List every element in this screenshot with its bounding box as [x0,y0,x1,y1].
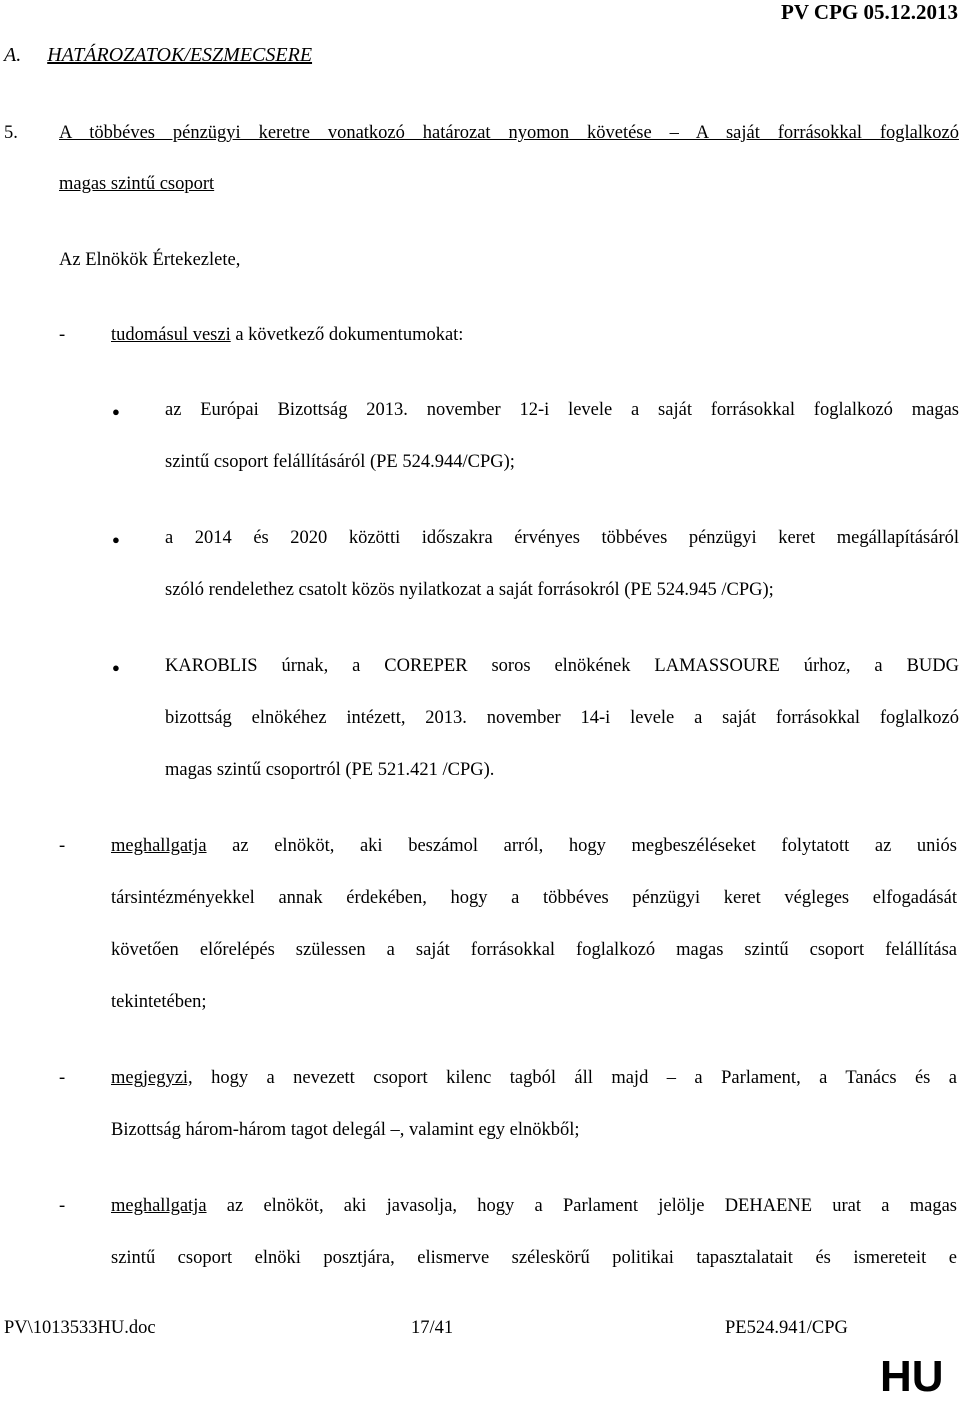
point-2-dash: - [59,1068,66,1088]
document-reference: PV CPG 05.12.2013 [781,0,958,24]
point-1-line-1-rest: az elnököt, aki beszámol arról, hogy megbeszéléseket folytatott az uniós [206,836,957,856]
point-2-line-1-rest: hogy a nevezett csoport kilenc tagból áll majd – a Parlament, a Tanács és a [192,1068,957,1088]
point-3-dash: - [59,1196,66,1216]
bullet-icon: ● [112,532,120,547]
point-1-line-3: követően előrelépés szülessen a saját forrásokkal foglalkozó magas szintű csoport felállítása [111,940,957,960]
point-1-line-4: tekintetében; [111,992,207,1012]
point-1-dash: - [59,836,66,856]
bullet-1-line-2: szintű csoport felállításáról (PE 524.944/CPG); [165,452,515,472]
footer-page-number: 17/41 [411,1318,454,1338]
first-point-verb: tudomásul veszi [111,325,231,345]
point-3-verb: meghallgatja [111,1196,207,1216]
bullet-icon: ● [112,404,120,419]
point-1-verb: meghallgatja [111,836,207,856]
language-code: HU [880,1352,944,1401]
footer-filename: PV\1013533HU.doc [4,1318,156,1338]
section-title: HATÁROZATOK/ESZMECSERE [47,44,313,66]
item-title-line-1: A többéves pénzügyi keretre vonatkozó határozat nyomon követése – A saját forrásokkal foglalkozó [59,123,959,143]
point-2-line-1 [111,1068,957,1089]
point-2-line-2: Bizottság három-három tagot delegál –, valamint egy elnökből; [111,1120,580,1140]
intro-text: Az Elnökök Értekezlete, [59,250,241,270]
first-point-dash: - [59,325,66,345]
item-title-line-2: magas szintű csoport [59,174,215,194]
section-heading [4,44,312,67]
point-2-verb: megjegyzi, [111,1068,193,1088]
point-1-line-1 [111,836,957,857]
item-number: 5. [4,123,18,143]
bullet-icon: ● [112,660,120,675]
bullet-3-line-2: bizottság elnökéhez intézett, 2013. november 14-i levele a saját forrásokkal foglalkozó [165,708,959,728]
point-3-line-1-rest: az elnököt, aki javasolja, hogy a Parlament jelölje DEHAENE urat a magas [206,1196,957,1216]
bullet-1-line-1: az Európai Bizottság 2013. november 12-i levele a saját forrásokkal foglalkozó magas [165,400,959,420]
point-3-line-1 [111,1196,957,1217]
point-3-line-2: szintű csoport elnöki posztjára, elismerve széleskörű politikai tapasztalatait és ismereteit e [111,1248,957,1268]
section-letter: A. [4,44,22,66]
bullet-2-line-1: a 2014 és 2020 közötti időszakra érvényes többéves pénzügyi keret megállapításáról [165,528,959,548]
first-point-text [111,325,463,346]
point-1-line-2: társintézményekkel annak érdekében, hogy a többéves pénzügyi keret végleges elfogadását [111,888,957,908]
first-point-rest: a következő dokumentumokat: [230,325,464,345]
bullet-3-line-3: magas szintű csoportról (PE 521.421 /CPG). [165,760,495,780]
bullet-3-line-1: KAROBLIS úrnak, a COREPER soros elnökének LAMASSOURE úrhoz, a BUDG [165,656,959,676]
footer-reference: PE524.941/CPG [725,1318,848,1338]
bullet-2-line-2: szóló rendelethez csatolt közös nyilatkozat a saját forrásokról (PE 524.945 /CPG); [165,580,774,600]
